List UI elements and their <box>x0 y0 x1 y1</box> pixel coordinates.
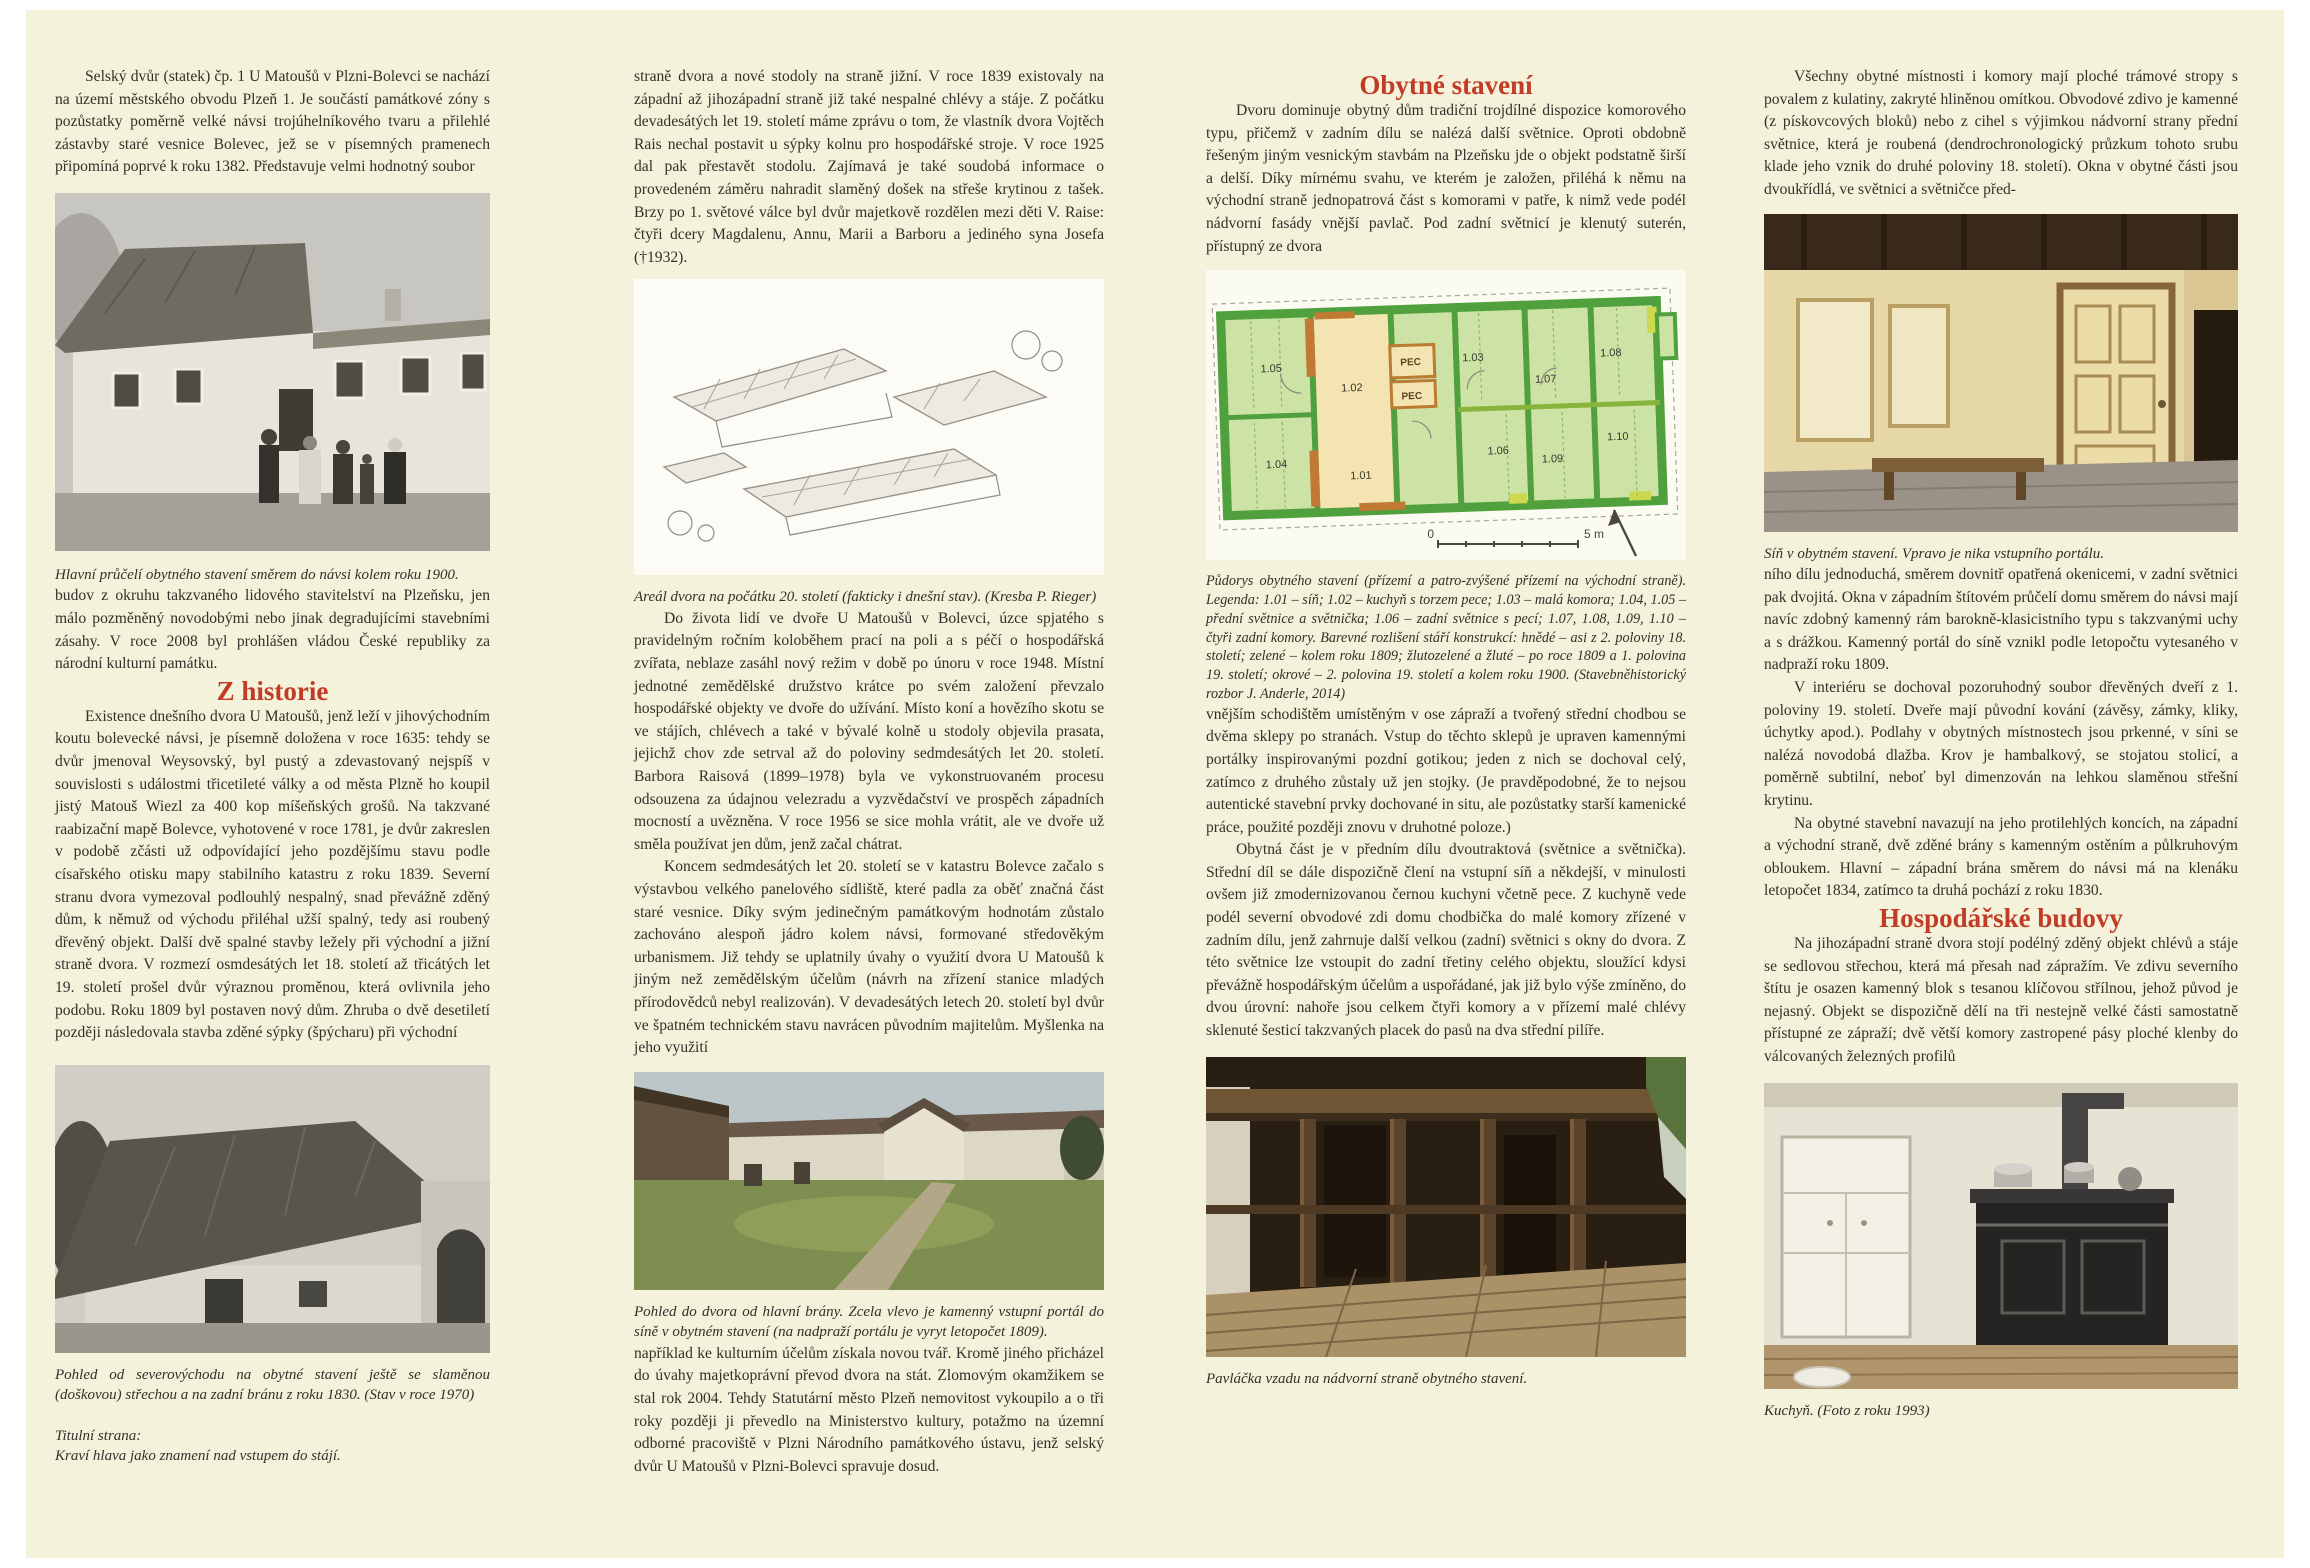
floor-plan <box>1206 270 1686 560</box>
figure-sin <box>1764 214 2238 565</box>
sin-interior-illustration <box>1764 214 2238 532</box>
paragraph-layout: Obytná část je v předním dílu dvoutraktová (světnice a světnička). Střední díl se dále dispozičně člení na vstupní síň a někdejší, v minulosti ovšem již zmodernizovanou černou kuchyni včetně pece. Z kuchyně vede podél severní obvodové zdi domu chodbička do malé komory zřízené v zadním dílu, jenž zahrnuje další velkou (zadní) světnici s okny do dvora. Z této světnice lze vstoupit do zadní třetiny celého objektu, sloužící kdysi převážně hospodářským účelům a uspořádané, jak již bylo výše zmíněno, do dvou úrovní: nahoře jsou celkem čtyři komory a v přízemí malé chlévy sklenuté šesticí takzvaných placek do pasů na dva střední pilíře. <box>1206 841 1686 1040</box>
photo-courtyard <box>634 1072 1104 1290</box>
panel-4 <box>1764 10 2238 1558</box>
figure-floor-plan <box>1206 270 1686 704</box>
panel-2 <box>634 10 1104 1558</box>
section-heading-history: Z historie <box>216 675 329 706</box>
caption-pavlac: Pavláčka vzadu na nádvorní straně obytného stavení. <box>1206 1370 1528 1387</box>
caption-floor-plan: Půdorys obytného stavení (přízemí a patro-zvýšené přízemí na východní straně). Legenda: 1.01 – síň; 1.02 – kuchyň s torzem pece; 1.03 – malá komora; 1.04, 1.05 – přední světnice a světnička; 1.06 – zadní světnice s pecí; 1.07, 1.08, 1.09, 1.10 – čtyři zadní komory. Barevné rozlišení stáří konstrukcí: hnědé – asi z 2. poloviny 18. století; zelené – kolem roku 1809; žlutozelené a žluté – po roce 1809 a 1. polovina 19. století; okrové – 2. polovina 19. století a kolem roku 1900. (Stavebněhistorický rozbor J. Anderle, 2014) <box>1206 573 1686 702</box>
figure-northeast-1970 <box>55 1065 490 1406</box>
plan-room-pec-1: PEC <box>1400 357 1422 369</box>
figure-areal-drawing <box>634 279 1104 608</box>
kitchen-illustration <box>1764 1083 2238 1389</box>
plan-room-1-09: 1.09 <box>1541 453 1564 466</box>
paragraph-dwelling: Dvoru dominuje obytný dům tradiční trojdílné dispozice komorového typu, přičemž v zadním dílu se nalézá další světnice. Oproti obdobně řešeným jiným vesnickým stavbám na Plzeňsku jde o objekt podstatně širší a delší. Díky mírnému svahu, ve kterém je založen, přiléhá k němu na východní straně jednopatrová část s komorami v patře, k nimž vede podél nádvorní fasády vnější pavlač. Pod zadní světnicí je klenutý suterén, přístupný ze dvora <box>1206 102 1686 255</box>
paragraph-interior-doors: V interiéru se dochoval pozoruhodný soubor dřevěných dveří z 1. poloviny 19. století. Dveře mají původní kování (závěsy, zámky, kliky, úchytky apod.). Podlahy v obytných místnostech jsou prkenné, v síni se nalézá novodobá dlažba. Krov je hambalkový, se stojatou stolicí, a poměrně subtilní, neboť byl dimenzován na lehkou slaměnou střešní krytinu. <box>1764 679 2238 809</box>
panel-3 <box>1206 10 1686 1558</box>
section-heading-farm-buildings: Hospodářské budovy <box>1879 902 2123 933</box>
floor-plan-drawing <box>1206 270 1686 560</box>
caption-northeast-1970: Pohled od severovýchodu na obytné stavení ještě se slaměnou (doškovou) střechou a na zadní bránu z roku 1830. (Stav v roce 1970) <box>55 1366 490 1404</box>
paragraph-history-cont: straně dvora a nové stodoly na straně jižní. V roce 1839 existovaly na západní až jihozápadní straně již také nespalné chlévy a stáje. Z počátku devadesátých let 19. století máme zprávu o tom, že vlastník dvora Vojtěch Rais nechal postavit u sýpky kolnu pro hospodářské stroje. V roce 1925 dal pak přestavět stodolu. Zajímavá je také soudobá informace o provedeném záměru nahradit slaměný došek na střeše krytinou z tašek. Brzy po 1. světové válce byl dvůr majetkově rozdělen mezi děti V. Raise: čtyři dcery Magdalenu, Annu, Marii a Barboru a jediného syna Josefa (†1932). <box>634 68 1104 266</box>
figure-courtyard <box>634 1072 1104 1343</box>
photo-kitchen <box>1764 1083 2238 1389</box>
paragraph-life: Do života lidí ve dvoře U Matoušů v Bolevci, úzce spjatého s pravidelným ročním koloběhem prací na poli a s péčí o hospodářská zvířata, neblaze zasáhl nový režim v době po únoru v roce 1948. Místní jednotné zemědělské družstvo krátce po svém založení převzalo hospodářské objekty ve dvoře do užívání. Místo koní a hovězího skotu se ve stájích, chlévech a také v bývalé kolně u stodoly objevila prasata, jejichž chov zde setrval až do poloviny sedmdesátých let 20. století. Barbora Raisová (1899–1978) byla ve vykonstruovaném procesu odsouzena za údajnou velezradu a vyzvědačství ve prospěch západních mocností a uvězněna. V roce 1956 se sice mohla vrátit, ale ve dvoře už směla používat jen dům, jenž začal chátrat. <box>634 609 1104 853</box>
figure-kitchen <box>1764 1083 2238 1422</box>
photo-facade-1900 <box>55 193 490 551</box>
areal-sketch-illustration <box>634 279 1104 575</box>
caption-facade-1900: Hlavní průčelí obytného stavení směrem do návsi kolem roku 1900. <box>55 566 459 583</box>
caption-kitchen: Kuchyň. (Foto z roku 1993) <box>1764 1402 1930 1419</box>
drawing-areal <box>634 279 1104 575</box>
paragraph-gates: Na obytné stavební navazují na jeho protilehlých koncích, na západní a východní straně, dvě zděné brány s kamenným ostěním a půlkruhovým obloukem. Hlavní – západní brána směrem do návsi má na klenáku letopočet 1834, zatímco ta druhá pochází z roku 1830. <box>1764 814 2238 900</box>
front-page-label: Titulní strana: <box>55 1427 142 1444</box>
plan-room-1-06: 1.06 <box>1487 444 1510 458</box>
caption-areal-drawing: Areál dvora na počátku 20. století (fakticky i dnešní stav). (Kresba P. Rieger) <box>634 589 1097 606</box>
plan-room-1-01: 1.01 <box>1350 469 1372 483</box>
plan-scale-end: 5 m <box>1584 527 1605 542</box>
facade-1900-illustration <box>55 193 490 551</box>
front-page-note: Kraví hlava jako znamení nad vstupem do stájí. <box>55 1448 341 1465</box>
plan-scale-zero: 0 <box>1427 527 1434 542</box>
photo-sin <box>1764 214 2238 532</box>
paragraph-cellar: vnějším schodištěm umístěným v ose zápraží a tvořený střední chodbou se dvěma sklepy po stranách. Vstup do těchto sklepů je upraven kamennými portálky inspirovanými pozdní gotikou; jeden z nich se dochoval celý, zatímco z druhého zůstaly už jen stojky. (Je pravděpodobné, že to nejsou autentické stavební prvky dochované in situ, ale pozůstatky starší kamenické práce, použité později znovu v druhotné poloze.) <box>1206 705 1686 836</box>
caption-courtyard: Pohled do dvora od hlavní brány. Zcela vlevo je kamenný vstupní portál do síně v obytném stavení (na nadpraží portálu je vyryt letopočet 1809). <box>634 1303 1104 1341</box>
paragraph-intro: Selský dvůr (statek) čp. 1 U Matoušů v Plzni-Bolevci se nachází na území městského obvodu Plzeň 1. Je součástí památkové zóny s pozůstatky poměrně velké návsi trojúhelníkového tvaru a přilehlé zástavby staré vesnice Bolevec, jež se v písemných pramenech připomíná poprvé k roku 1382. Představuje velmi hodnotný soubor <box>55 68 490 176</box>
paragraph-farm-buildings: Na jihozápadní straně dvora stojí podélný zděný objekt chlévů a stáje se sedlovou střechou, která má přesah nad zápražím. Ve zdivu severního štítu je osazen kamenný blok s tesanou klíčovou střílnou, jehož původ je nejasný. Objekt se dispozičně dělí na tři nestejně velké části samostatně přístupné ze zápraží; dvě větší komory zastropené pásy ploché klenby do válcovaných železných profilů <box>1764 934 2238 1065</box>
document-page <box>26 10 2284 1558</box>
courtyard-illustration <box>634 1072 1104 1290</box>
plan-room-1-08: 1.08 <box>1599 346 1622 360</box>
plan-room-1-07: 1.07 <box>1534 373 1557 387</box>
paragraph-history: Existence dnešního dvora U Matoušů, jenž leží v jihovýchodním koutu bolevecké návsi, je písemně doložena v roce 1635: tehdy se dvůr jmenoval Weysovský, byl pustý a zdevastovaný nejspíš v souvislosti s událostmi třicetileté války a od města Plzně ho koupil jistý Matouš Wiezl za 400 kop míšeňských grošů. Na takzvané raabizační mapě Bolevce, vyhotovené v roce 1781, je dvůr zakreslen v podobě zčásti už odpovídající jeho pozdějšímu stavu podle císařského otisku mapy stabilního katastru z roku 1839. Severní stranu dvora vymezoval podlouhlý nespalný, snad převážně zděný dům, k němuž od východu přiléhal užší spalný, tedy asi roubený dřevěný objekt. Další dvě spalné stavby ležely při východní a jižní straně dvora. V rozmezí osmdesátých let 18. století až třicátých let 19. století prošel dvůr výraznou proměnou, která ovlivnila jeho podobu. Roku 1809 byl postaven nový dům. Zhruba o dvě desetiletí později následovala stavba zděné sýpky (špýcharu) při východní <box>55 707 490 1042</box>
plan-room-1-03: 1.03 <box>1461 351 1484 365</box>
plan-room-1-04: 1.04 <box>1265 458 1288 472</box>
figure-pavlac <box>1206 1057 1686 1390</box>
paragraph-sidliste: Koncem sedmdesátých let 20. století se v katastru Bolevce začalo s výstavbou velkého panelového sídliště, které padla za oběť značná část staré vesnice. Díky svým jedinečným památkovým hodnotám zůstalo zachováno alespoň jádro kolem návsi, formované středověkým urbanismem. Již tehdy se uplatnily úvahy o využití dvora U Matoušů k jiným než zemědělským účelům (návrh na zřízení stanice mladých přírodovědců nebyl realizován). V devadesátých letech 20. století byl dvůr ve špatném technickém stavu navrácen původním majitelům. Myšlenka na jeho využití <box>634 858 1104 1057</box>
section-heading-dwelling: Obytné stavení <box>1359 70 1533 100</box>
photo-pavlac <box>1206 1057 1686 1357</box>
northeast-1970-illustration <box>55 1065 490 1353</box>
paragraph-rooms: Všechny obytné místnosti i komory mají ploché trámové stropy s povalem z kulatiny, zakryté hliněnou omítkou. Obvodové zdivo je kamenné (z pískovcových bloků) nebo z cihel s výjimkou nádvorní strany přední světnice, která je roubená (dendrochronologický průzkum tohoto srubu klade jeho vznik do druhé poloviny 18. století). Okna v obytné části jsou dvoukřídlá, ve světnici a světničce před- <box>1764 68 2238 198</box>
plan-room-1-10: 1.10 <box>1606 430 1629 444</box>
plan-room-1-02: 1.02 <box>1340 382 1363 395</box>
plan-room-pec-2: PEC <box>1401 390 1423 403</box>
paragraph-continuation: budov z okruhu takzvaného lidového stavitelství na Plzeňsku, jen málo pozměněný novodobými nebo jinak degradujícími stavebními zásahy. V roce 2008 byl prohlášen vládou České republiky za národní kulturní památku. <box>55 587 490 673</box>
figure-facade-1900 <box>55 193 490 586</box>
paragraph-bottom: například ke kulturním účelům získala novou tvář. Kromě jiného přicházel do úvahy majetkoprávní převod dvora na stát. Zlomovým okamžikem se stal rok 2004. Tehdy Statutární město Plzeň nemovitost vykoupilo a o tři roky později ji převedlo na Ministerstvo kultury, potažmo na územní odborné pracoviště v Plzni Národního památkového ústavu, jenž selský dvůr U Matoušů v Plzni-Bolevci spravuje dosud. <box>634 1344 1104 1475</box>
panel-1 <box>55 10 490 1558</box>
caption-sin: Síň v obytném stavení. Vpravo je nika vstupního portálu. <box>1764 545 2104 562</box>
pavlac-illustration <box>1206 1057 1686 1357</box>
plan-room-1-05: 1.05 <box>1260 362 1283 376</box>
photo-northeast-1970 <box>55 1065 490 1353</box>
paragraph-windows: ního dílu jednoduchá, směrem dovnitř opatřená okenicemi, v zadní světnici pak dvojitá. Okna v západním štítovém průčelí domu směrem do návsi mají navíc zdobný kamenný rám barokně-klasicistního typu s takzvanými uchy a s drážkou. Kamenný portál do síně vznikl podle letopočtu vytesaného v nadpraží roku 1809. <box>1764 566 2238 674</box>
